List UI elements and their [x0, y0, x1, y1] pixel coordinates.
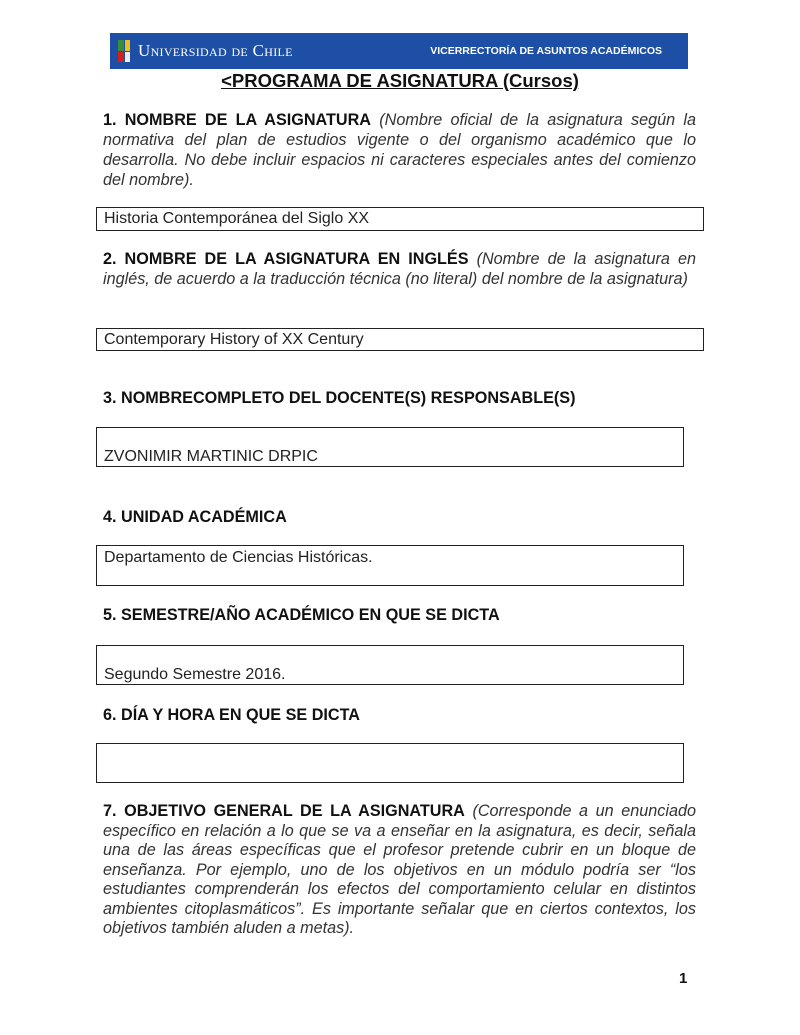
- section-heading: 1. NOMBRE DE LA ASIGNATURA: [103, 111, 372, 129]
- semester-field[interactable]: Segundo Semestre 2016.: [96, 645, 684, 685]
- section-2-text: [103, 249, 696, 289]
- document-title: <PROGRAMA DE ASIGNATURA (Cursos): [221, 70, 579, 91]
- section-7-text: [103, 802, 696, 939]
- section-5-text: [103, 605, 696, 625]
- section-heading: 3. NOMBRECOMPLETO DEL DOCENTE(S) RESPONSABLE(S): [103, 389, 576, 407]
- teacher-name-field[interactable]: ZVONIMIR MARTINIC DRPIC: [96, 427, 684, 467]
- section-note: (Nombre de la asignatura en inglés, de acuerdo a la traducción técnica (no literal) del nombre de la asignatura): [103, 250, 696, 288]
- page-number: 1: [679, 970, 688, 987]
- office-name: VICERRECTORÍA DE ASUNTOS ACADÉMICOS: [430, 45, 662, 57]
- subject-name-english-field[interactable]: Contemporary History of XX Century: [96, 328, 704, 351]
- section-heading: 5. SEMESTRE/AÑO ACADÉMICO EN QUE SE DICTA: [103, 606, 500, 624]
- section-1-text: [103, 110, 696, 190]
- university-shield-icon: [118, 40, 130, 62]
- subject-name-field[interactable]: Historia Contemporánea del Siglo XX: [96, 207, 704, 231]
- section-note: (Corresponde a un enunciado específico en relación a lo que se va a enseñar en la asignatura, es decir, señala una de las áreas específicas que el profesor pretende cubrir en un bloque de enseñanza. Por ejemplo, uno de los objetivos en un módulo podría ser “los estudiantes comprenderán los efectos del comportamiento celular en distintos ambientes citoplasmáticos”. Es importante señalar que en ciertos contextos, los objetivos también aluden a metas).: [103, 802, 696, 937]
- section-heading: 2. NOMBRE DE LA ASIGNATURA EN INGLÉS: [103, 250, 469, 268]
- university-name: Universidad de Chile: [138, 41, 293, 60]
- academic-unit-field[interactable]: Departamento de Ciencias Históricas.: [96, 545, 684, 586]
- header-banner: [110, 33, 688, 69]
- section-note: (Nombre oficial de la asignatura según la normativa del plan de estudios vigente o del organismo académico que lo desarrolla. No debe incluir espacios ni caracteres especiales antes del comienzo del nombre).: [103, 111, 696, 189]
- section-heading: 7. OBJETIVO GENERAL DE LA ASIGNATURA: [103, 802, 465, 820]
- section-heading: 4. UNIDAD ACADÉMICA: [103, 508, 287, 526]
- section-6-text: [103, 705, 696, 725]
- section-heading: 6. DÍA Y HORA EN QUE SE DICTA: [103, 706, 360, 724]
- section-4-text: [103, 507, 696, 527]
- section-3-text: [103, 388, 696, 408]
- day-time-field[interactable]: [96, 743, 684, 783]
